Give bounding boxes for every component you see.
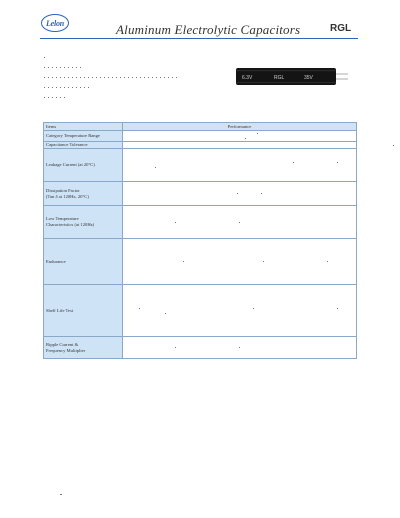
row-label-secondary: (Tan δ at 120Hz, 20°C) bbox=[46, 193, 89, 199]
row-label: Dissipation Factor bbox=[46, 187, 80, 193]
page-title: Aluminum Electrolytic Capacitors bbox=[116, 22, 301, 37]
feature-line bbox=[44, 58, 180, 67]
features-list bbox=[44, 48, 180, 98]
specifications-table bbox=[43, 122, 357, 359]
logo-text: Lelon bbox=[45, 18, 65, 28]
capacitor-marking: 35V bbox=[304, 75, 313, 81]
feature-line bbox=[44, 78, 180, 87]
feature-line bbox=[44, 48, 180, 57]
row-label: Shelf Life Test bbox=[46, 307, 74, 313]
row-label: Leakage Current (at 20°C) bbox=[46, 162, 95, 167]
performance-cell bbox=[123, 337, 357, 359]
series-code: RGL bbox=[330, 23, 352, 34]
row-label: Low Temperature bbox=[46, 216, 79, 221]
row-label-secondary: Frequency Multiplier bbox=[46, 347, 86, 353]
capacitor-photo bbox=[236, 66, 348, 88]
feature-line bbox=[44, 68, 180, 77]
capacitor-marking: 6.3V bbox=[242, 75, 253, 81]
feature-line bbox=[44, 88, 180, 97]
table-row bbox=[44, 285, 357, 337]
performance-cell bbox=[123, 285, 357, 337]
table-row bbox=[44, 149, 357, 182]
row-label: Category Temperature Range bbox=[46, 133, 100, 138]
performance-cell bbox=[123, 131, 357, 142]
capacitor-marking: RGL bbox=[274, 75, 285, 81]
row-label-secondary: Characteristics (at 120Hz) bbox=[46, 222, 95, 227]
company-logo bbox=[41, 14, 69, 32]
performance-cell bbox=[123, 149, 357, 182]
header-items: Items bbox=[44, 123, 123, 131]
performance-cell bbox=[123, 206, 357, 239]
table-row bbox=[44, 206, 357, 239]
header-performance: Performance bbox=[123, 123, 357, 131]
header-divider bbox=[40, 38, 358, 39]
table-row bbox=[44, 131, 357, 142]
performance-cell bbox=[123, 239, 357, 285]
page-footer-mark bbox=[60, 494, 62, 495]
table-header-row bbox=[44, 123, 357, 131]
table-row bbox=[44, 239, 357, 285]
performance-cell bbox=[123, 142, 357, 149]
row-label: Endurance bbox=[46, 258, 66, 264]
table-row bbox=[44, 142, 357, 149]
performance-cell bbox=[123, 182, 357, 206]
row-label: Ripple Current & bbox=[46, 341, 79, 347]
table-row bbox=[44, 182, 357, 206]
table-row bbox=[44, 337, 357, 359]
row-label: Capacitance Tolerance bbox=[46, 142, 88, 147]
